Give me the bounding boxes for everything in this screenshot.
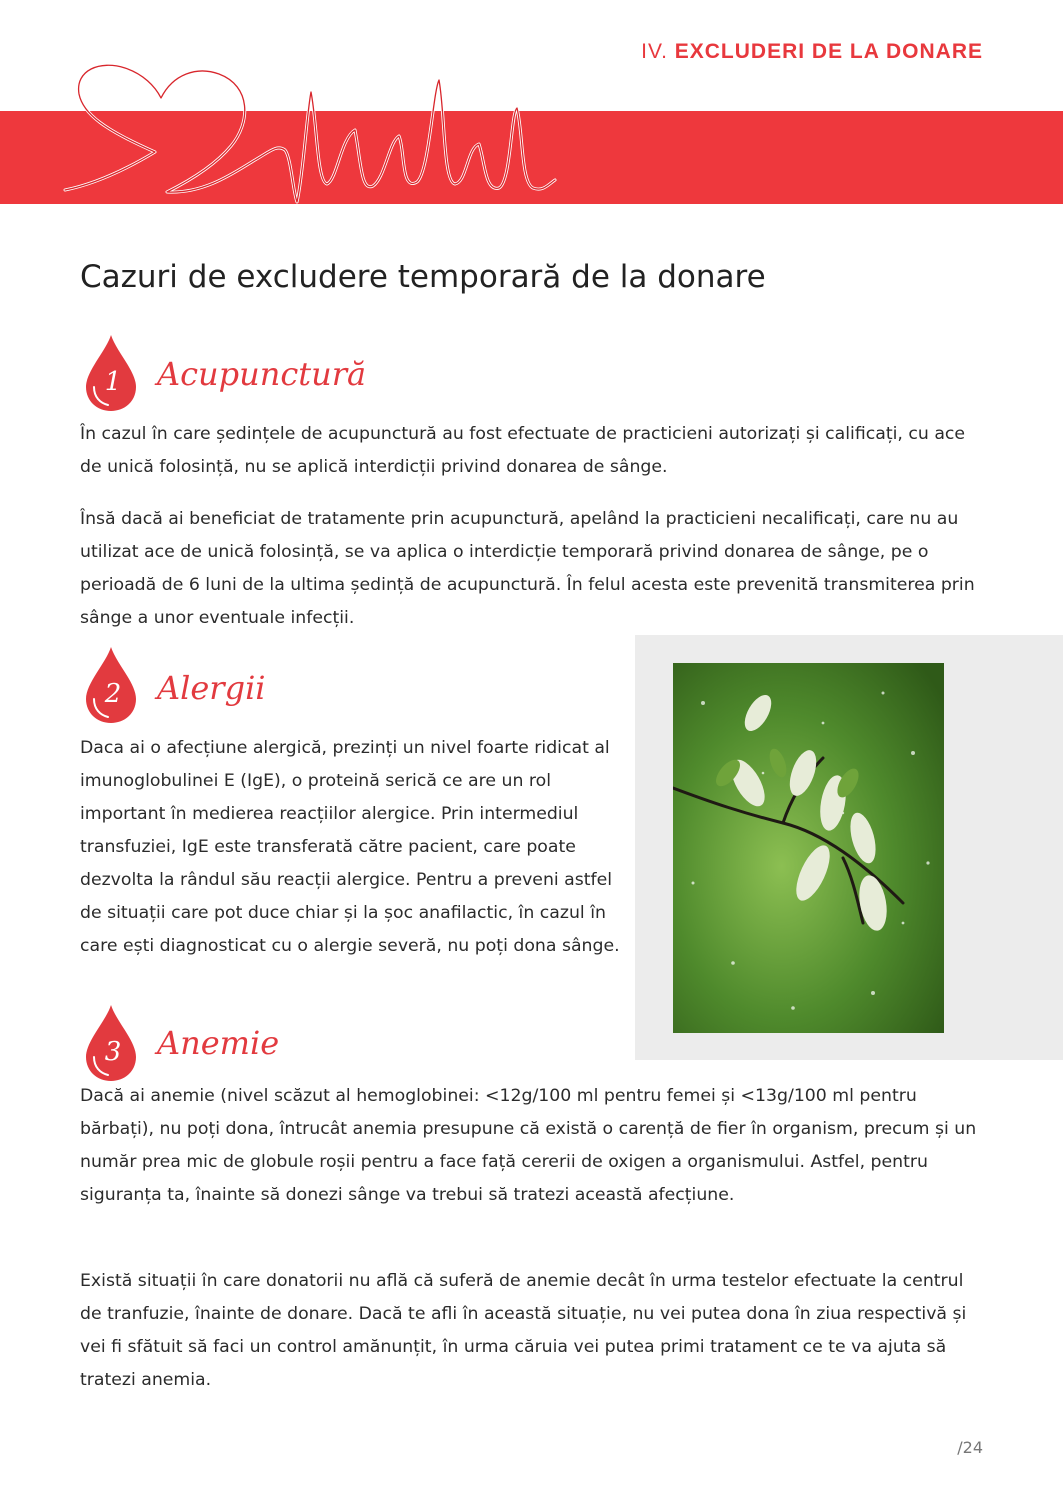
paragraph: Daca ai o afecțiune alergică, prezinți un nivel foarte ridicat al imunoglobulinei E (IgE), o proteină serică ce are un rol important în medierea reacțiilor alergice. Prin intermediul transfuziei, IgE este transferată către pacient, care poate dezvolta la rândul său reacții alergice. Pentru a preveni astfel de situații care pot duce chiar și la șoc anafilactic, în cazul în care ești diagnosticat cu o alergie severă, nu poți dona sânge. bbox=[80, 738, 620, 956]
willow-catkins-photo bbox=[673, 663, 944, 1033]
page-title: Cazuri de excludere temporară de la donare bbox=[80, 259, 766, 295]
paragraph: În cazul în care ședințele de acupunctură au fost efectuate de practicieni autorizați și calificați, cu ace de unică folosință, nu se aplică interdicții privind donarea de sânge. bbox=[80, 424, 966, 477]
section-number: 3 bbox=[104, 1037, 122, 1067]
blood-drop-icon bbox=[82, 645, 140, 725]
chapter-number: IV. bbox=[641, 40, 668, 63]
paragraph: Există situații în care donatorii nu află că suferă de anemie decât în urma testelor efectuate la centrul de tranfuzie, înainte de donare. Dacă te afli în această situație, nu vei putea dona în ziua respectivă și vei fi sfătuit să faci un control amănunțit, în urma căruia vei putea primi tratament ce te va ajuta să tratezi anemia. bbox=[80, 1271, 967, 1390]
section-title-anemie: Anemie bbox=[157, 1024, 280, 1062]
paragraph: Însă dacă ai beneficiat de tratamente prin acupunctură, apelând la practicieni necalificați, care nu au utilizat ace de unică folosință, se va aplica o interdicție temporară privind donarea de sânge, pe o perioadă de 6 luni de la ultima ședință de acupunctură. În felul acesta este prevenită transmiterea prin sânge a unor eventuale infecții. bbox=[80, 509, 975, 628]
section-number: 2 bbox=[104, 679, 122, 709]
page-number: /24 bbox=[957, 1438, 983, 1457]
heart-heartbeat-line-icon bbox=[55, 52, 565, 222]
blood-drop-icon bbox=[82, 1003, 140, 1083]
chapter-heading bbox=[641, 40, 983, 64]
chapter-title: EXCLUDERI DE LA DONARE bbox=[674, 40, 983, 63]
blood-drop-icon bbox=[82, 333, 140, 413]
section-title-alergii: Alergii bbox=[157, 669, 266, 707]
section-title-acupunctura: Acupunctură bbox=[157, 355, 367, 393]
paragraph: Dacă ai anemie (nivel scăzut al hemoglobinei: <12g/100 ml pentru femei și <13g/100 ml pentru bărbați), nu poți dona, întrucât anemia presupune că există o carență de fier în organism, precum și un număr prea mic de globule roșii pentru a face față cererii de oxigen a organismului. Astfel, pentru siguranța ta, înainte să donezi sânge va trebui să tratezi această afecțiune. bbox=[80, 1086, 977, 1205]
section-number: 1 bbox=[104, 367, 122, 397]
